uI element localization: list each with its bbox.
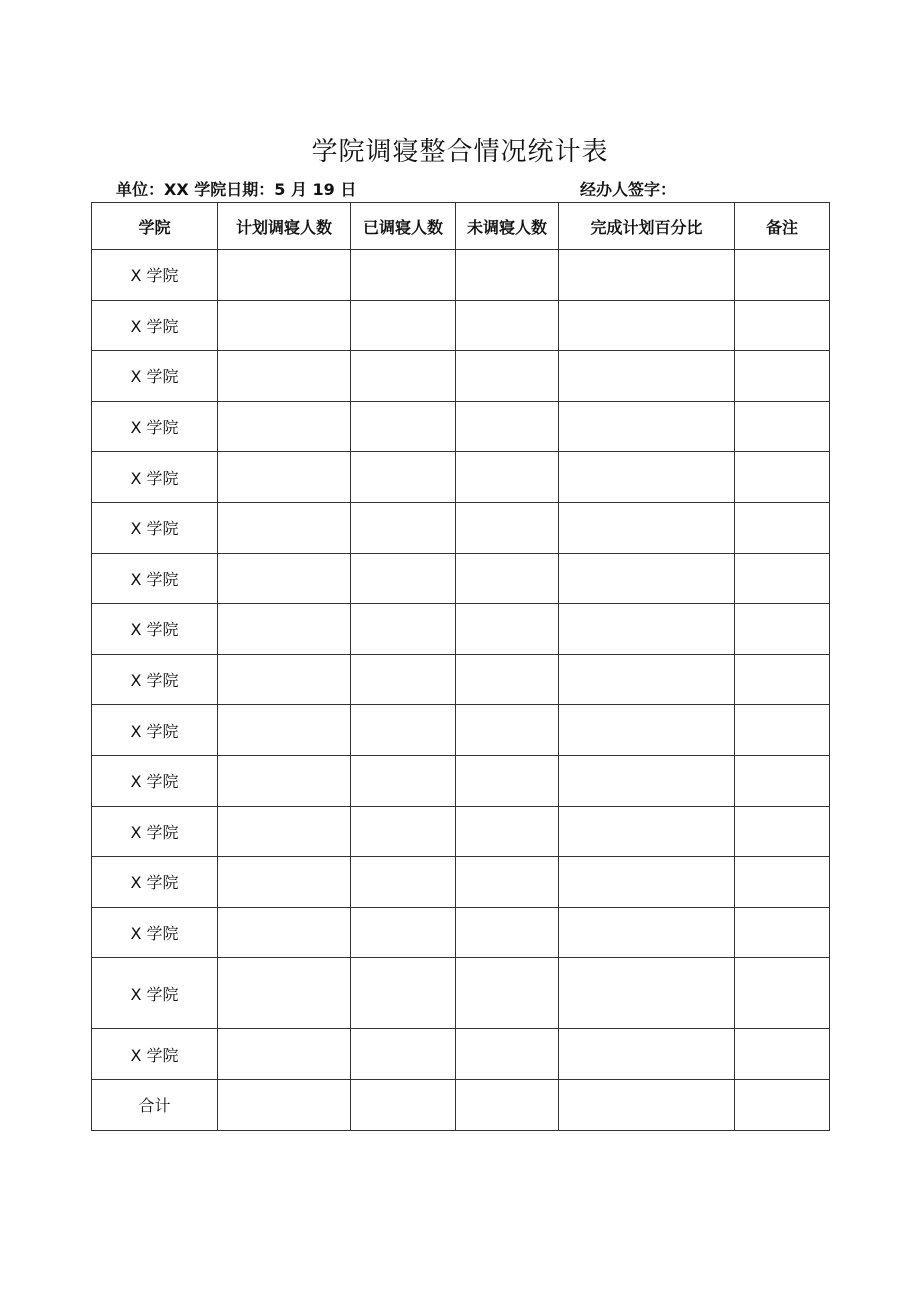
unit-date-line: 单位：XX 学院日期：5 月 19 日 [116, 180, 357, 199]
percentage-cell[interactable] [559, 452, 735, 503]
college-name: X 学院 [92, 1029, 218, 1080]
completed-cell[interactable] [351, 300, 456, 351]
college-name: X 学院 [92, 250, 218, 301]
pending-cell[interactable] [456, 351, 559, 402]
header-remarks: 备注 [735, 203, 830, 250]
pending-cell[interactable] [456, 401, 559, 452]
remarks-cell[interactable] [735, 250, 830, 301]
page-title: 学院调寝整合情况统计表 [311, 137, 609, 167]
completed-cell[interactable] [351, 654, 456, 705]
total-label: 合计 [92, 1079, 218, 1130]
planned-cell[interactable] [218, 351, 351, 402]
table-row [92, 250, 830, 301]
planned-cell[interactable] [218, 502, 351, 553]
table-row [92, 351, 830, 402]
planned-cell[interactable] [218, 1029, 351, 1080]
pending-cell[interactable] [456, 705, 559, 756]
table-row [92, 452, 830, 503]
table-row [92, 553, 830, 604]
table-row [92, 401, 830, 452]
percentage-cell[interactable] [559, 654, 735, 705]
completed-cell[interactable] [351, 502, 456, 553]
remarks-cell[interactable] [735, 907, 830, 958]
percentage-cell[interactable] [559, 1079, 735, 1130]
table-row [92, 705, 830, 756]
percentage-cell[interactable] [559, 300, 735, 351]
header-completed: 已调寝人数 [351, 203, 456, 250]
pending-cell[interactable] [456, 958, 559, 1029]
remarks-cell[interactable] [735, 300, 830, 351]
completed-cell[interactable] [351, 907, 456, 958]
percentage-cell[interactable] [559, 401, 735, 452]
college-name: X 学院 [92, 857, 218, 908]
remarks-cell[interactable] [735, 705, 830, 756]
college-name: X 学院 [92, 654, 218, 705]
remarks-cell[interactable] [735, 857, 830, 908]
college-name: X 学院 [92, 553, 218, 604]
planned-cell[interactable] [218, 1079, 351, 1130]
percentage-cell[interactable] [559, 958, 735, 1029]
percentage-cell[interactable] [559, 250, 735, 301]
header-row [92, 203, 830, 250]
college-name: X 学院 [92, 452, 218, 503]
pending-cell[interactable] [456, 250, 559, 301]
signature-label: 经办人签字： [580, 180, 677, 199]
college-name: X 学院 [92, 806, 218, 857]
planned-cell[interactable] [218, 553, 351, 604]
remarks-cell[interactable] [735, 502, 830, 553]
remarks-cell[interactable] [735, 553, 830, 604]
planned-cell[interactable] [218, 958, 351, 1029]
planned-cell[interactable] [218, 300, 351, 351]
table-row [92, 654, 830, 705]
completed-cell[interactable] [351, 857, 456, 908]
table-row [92, 1029, 830, 1080]
college-name: X 学院 [92, 502, 218, 553]
pending-cell[interactable] [456, 300, 559, 351]
remarks-cell[interactable] [735, 654, 830, 705]
table-body [92, 250, 830, 1131]
planned-cell[interactable] [218, 806, 351, 857]
pending-cell[interactable] [456, 604, 559, 655]
remarks-cell[interactable] [735, 958, 830, 1029]
table-row [92, 300, 830, 351]
percentage-cell[interactable] [559, 705, 735, 756]
table-row [92, 806, 830, 857]
remarks-cell[interactable] [735, 604, 830, 655]
college-name: X 学院 [92, 300, 218, 351]
percentage-cell[interactable] [559, 351, 735, 402]
pending-cell[interactable] [456, 857, 559, 908]
pending-cell[interactable] [456, 1079, 559, 1130]
pending-cell[interactable] [456, 755, 559, 806]
pending-cell[interactable] [456, 907, 559, 958]
completed-cell[interactable] [351, 958, 456, 1029]
completed-cell[interactable] [351, 351, 456, 402]
remarks-cell[interactable] [735, 1079, 830, 1130]
header-college: 学院 [92, 203, 218, 250]
planned-cell[interactable] [218, 705, 351, 756]
table-row [92, 755, 830, 806]
college-name: X 学院 [92, 755, 218, 806]
planned-cell[interactable] [218, 250, 351, 301]
pending-cell[interactable] [456, 452, 559, 503]
remarks-cell[interactable] [735, 351, 830, 402]
college-name: X 学院 [92, 958, 218, 1029]
planned-cell[interactable] [218, 907, 351, 958]
statistics-table [91, 202, 830, 1131]
percentage-cell[interactable] [559, 755, 735, 806]
percentage-cell[interactable] [559, 604, 735, 655]
header-pending: 未调寝人数 [456, 203, 559, 250]
remarks-cell[interactable] [735, 755, 830, 806]
completed-cell[interactable] [351, 1029, 456, 1080]
remarks-cell[interactable] [735, 401, 830, 452]
header-planned: 计划调寝人数 [218, 203, 351, 250]
completed-cell[interactable] [351, 401, 456, 452]
remarks-cell[interactable] [735, 1029, 830, 1080]
percentage-cell[interactable] [559, 1029, 735, 1080]
college-name: X 学院 [92, 401, 218, 452]
completed-cell[interactable] [351, 1079, 456, 1130]
planned-cell[interactable] [218, 401, 351, 452]
remarks-cell[interactable] [735, 452, 830, 503]
completed-cell[interactable] [351, 604, 456, 655]
college-name: X 学院 [92, 907, 218, 958]
college-name: X 学院 [92, 351, 218, 402]
percentage-cell[interactable] [559, 553, 735, 604]
table-row [92, 502, 830, 553]
completed-cell[interactable] [351, 705, 456, 756]
table-row [92, 907, 830, 958]
completed-cell[interactable] [351, 806, 456, 857]
pending-cell[interactable] [456, 1029, 559, 1080]
completed-cell[interactable] [351, 553, 456, 604]
college-name: X 学院 [92, 604, 218, 655]
table-row [92, 604, 830, 655]
completed-cell[interactable] [351, 452, 456, 503]
header-percentage: 完成计划百分比 [559, 203, 735, 250]
table-row [92, 857, 830, 908]
pending-cell[interactable] [456, 654, 559, 705]
pending-cell[interactable] [456, 553, 559, 604]
planned-cell[interactable] [218, 654, 351, 705]
completed-cell[interactable] [351, 250, 456, 301]
completed-cell[interactable] [351, 755, 456, 806]
remarks-cell[interactable] [735, 806, 830, 857]
percentage-cell[interactable] [559, 806, 735, 857]
pending-cell[interactable] [456, 806, 559, 857]
planned-cell[interactable] [218, 604, 351, 655]
planned-cell[interactable] [218, 857, 351, 908]
total-row [92, 1079, 830, 1130]
college-name: X 学院 [92, 705, 218, 756]
percentage-cell[interactable] [559, 907, 735, 958]
percentage-cell[interactable] [559, 502, 735, 553]
planned-cell[interactable] [218, 452, 351, 503]
planned-cell[interactable] [218, 755, 351, 806]
table-row [92, 958, 830, 1029]
pending-cell[interactable] [456, 502, 559, 553]
percentage-cell[interactable] [559, 857, 735, 908]
